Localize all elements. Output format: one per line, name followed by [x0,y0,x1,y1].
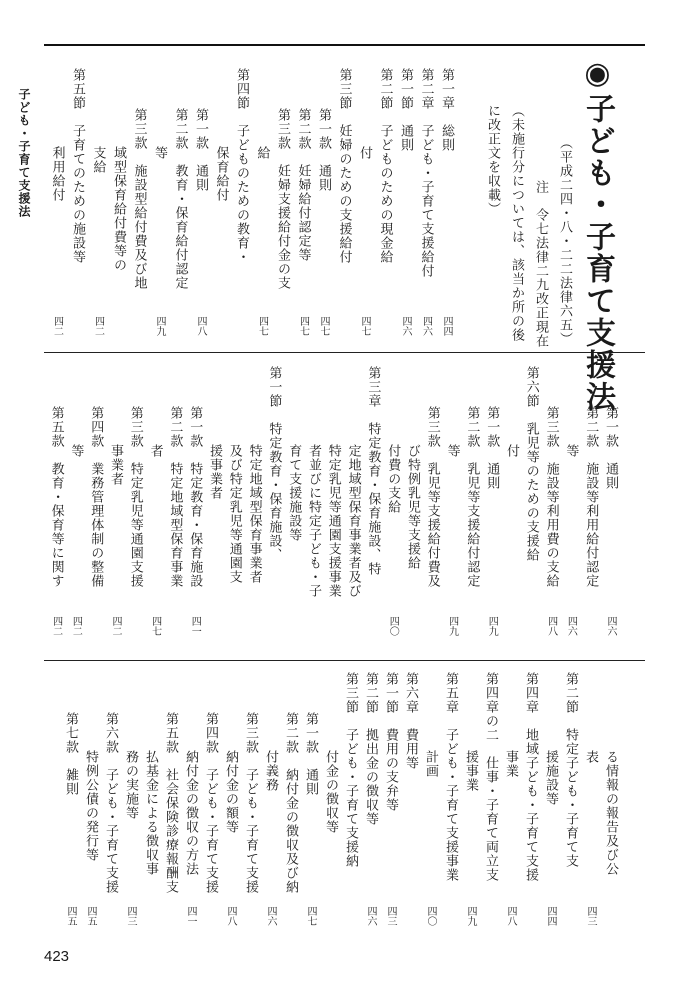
toc-entry: 表 [583,750,598,764]
toc-page-number: 四二 [110,616,121,636]
toc-entry: 援事業 [463,750,478,792]
toc-entry: 第一款 通則 [316,108,331,192]
toc-page-number: 四〇 [425,906,436,926]
toc-entry: 第六節 乳児等のための支援給 [523,366,539,562]
toc-entry: 第二節 特定子ども・子育て支 [563,672,578,868]
toc-entry: 第二款 施設等利用給付認定 [583,406,599,588]
toc-page-number: 四八 [505,906,516,926]
running-header-law-name: 子ども・子育て支援法 [17,88,31,218]
law-title: ◉子ども・子育て支援法 [580,56,615,413]
top-rule [44,44,645,46]
toc-entry: 第三款 施設型給付費及び地 [131,108,147,290]
toc-page-number: 四九 [486,616,498,636]
toc-page-number: 四九 [154,316,165,336]
toc-entry: 第一款 通則 [484,406,500,490]
toc-entry: 第三款 乳児等支援給付費及 [424,406,440,588]
toc-page-number: 四七 [297,316,309,336]
law-enactment-date: （平成二四・八・二二法律六五） [557,136,572,346]
toc-entry: る情報の報告及び公 [603,750,618,876]
toc-entry: 特例公債の発行等 [83,750,98,862]
toc-entry: 第一節 通則 [398,68,413,152]
toc-page-number: 四四 [545,906,556,926]
toc-entry: 第一節 特定教育・保育施設、 [266,366,282,562]
toc-entry: 第二款 納付金の徴収及び納 [283,712,298,894]
toc-entry: 第二節 拠出金の徴収等 [363,672,378,826]
unenforced-note-line2: に改正文を収載） [485,104,500,216]
toc-entry: 付 [504,444,519,458]
toc-entry: 第三款 施設等利用費の支給 [543,406,559,588]
toc-page-number: 四八 [225,906,236,926]
toc-entry: 第一款 特定教育・保育施設 [187,406,203,588]
amendment-note: 注 令七法律二九改正現在 [533,180,548,348]
page-number: 423 [44,948,70,965]
toc-entry: 及び特定乳児等通園支 [226,444,242,584]
toc-page-number: 四八 [195,316,206,336]
toc-page-number: 四八 [545,616,557,636]
toc-page-number: 四九 [446,616,458,636]
toc-page-number: 四三 [585,906,596,926]
toc-entry: 第一章 総則 [439,68,454,152]
toc-entry: 払基金による徴収事 [143,750,158,876]
toc-entry: 等 [444,444,460,458]
toc-entry: 付義務 [263,750,278,792]
toc-entry: 域型保育給付費等の [111,146,126,272]
toc-entry: 第二款 乳児等支援給付認定 [464,406,480,588]
toc-entry: 納付金の徴収の方法 [183,750,198,876]
toc-entry: 定地域型保育事業者及び [345,444,361,598]
toc-entry: 第二章 子ども・子育て支援給付 [418,68,434,278]
toc-page-number: 四二 [50,616,62,636]
toc-page-number: 四四 [441,316,452,336]
toc-entry: 等 [563,444,579,458]
toc-page-number: 四二 [51,316,63,336]
toc-page-number: 四七 [318,316,329,336]
toc-page-number: 四六 [565,616,577,636]
toc-page-number: 四三 [125,906,136,926]
toc-entry: 第二款 教育・保育給付認定 [172,108,188,290]
toc-page-number: 四六 [420,316,432,336]
toc-page-number: 四六 [400,316,411,336]
toc-entry: 第四節 子どものための教育・ [234,68,249,264]
toc-entry: 第七款 雑則 [63,712,78,796]
toc-page-number: 四一 [189,616,201,636]
toc-entry: 事業者 [108,444,123,486]
toc-entry: 第五款 社会保険診療報酬支 [163,712,178,894]
toc-entry: 第一節 費用の支弁等 [383,672,398,812]
toc-page-number: 四六 [365,906,376,926]
toc-page-number: 四七 [256,316,268,336]
toc-entry: 特定乳児等通園支援事業 [325,444,341,598]
toc-entry: 保育給付 [213,146,229,202]
toc-entry: 第四款 子ども・子育て支援 [203,712,218,894]
toc-entry: 等 [68,444,84,458]
toc-entry: 事業 [503,750,518,778]
toc-page-number: 四二 [92,316,104,336]
toc-page-number: 四〇 [387,616,399,636]
unenforced-note-line1: （未施行分については、該当か所の後 [509,104,524,342]
toc-page-number: 四五 [65,906,76,926]
toc-entry: 第六章 費用等 [403,672,418,770]
toc-page-number: 四二 [70,616,82,636]
band-divider-2 [44,660,645,661]
toc-entry: 第一款 通則 [193,108,208,192]
toc-entry: 第三節 子ども・子育て支援納 [343,672,358,868]
toc-page-number: 四一 [185,906,196,926]
toc-entry: 第一款 通則 [603,406,618,490]
toc-entry: 第二款 特定地域型保育事業 [167,406,183,588]
toc-entry: 利用給付 [49,146,65,202]
toc-entry: 計画 [423,750,438,778]
toc-entry: 第五節 子育てのための施設等 [70,68,85,264]
toc-entry: 第三節 妊婦のための支援給付 [336,68,352,264]
toc-entry: 第四章の二 仕事・子育て両立支 [483,672,498,882]
toc-entry: 第三款 子ども・子育て支援 [243,712,258,894]
toc-entry: 第三章 特定教育・保育施設、特 [365,366,381,576]
toc-page-number: 四五 [85,906,96,926]
toc-entry: 第三款 妊婦支援給付金の支 [275,108,290,290]
toc-entry: 付費の支給 [385,444,401,514]
toc-entry: 援施設等 [543,750,558,806]
toc-page-number: 四六 [605,616,616,636]
toc-entry: 付 [357,146,372,160]
toc-page-number: 四六 [265,906,276,926]
toc-entry: 第四章 地域子ども・子育て支援 [523,672,538,882]
toc-entry: 第四款 業務管理体制の整備 [88,406,104,588]
toc-entry: 援事業者 [207,444,222,500]
band-divider-1 [44,352,645,353]
toc-page-number: 四三 [385,906,396,926]
toc-page-number: 四七 [359,316,370,336]
toc-page-number: 四七 [149,616,161,636]
toc-entry: 納付金の額等 [223,750,238,834]
toc-entry: 支給 [90,146,106,174]
toc-entry: 第五款 教育・保育等に関す [48,406,64,588]
toc-entry: 特定地域型保育事業者 [246,444,262,584]
toc-entry: 第五章 子ども・子育て支援事業 [443,672,458,882]
toc-entry: 育て支援施設等 [286,444,302,542]
toc-entry: 第二款 妊婦給付認定等 [295,108,311,262]
toc-entry: び特例乳児等支援給 [405,444,420,570]
toc-entry: 第一款 通則 [303,712,318,796]
toc-page-number: 四七 [305,906,316,926]
toc-entry: 給 [254,146,270,160]
toc-entry: 第三款 特定乳児等通園支援 [127,406,143,588]
toc-entry: 者並びに特定子ども・子 [306,444,321,598]
toc-entry: 第六款 子ども・子育て支援 [103,712,118,894]
toc-entry: 付金の徴収等 [323,750,338,834]
toc-entry: 第二節 子どものための現金給 [377,68,393,264]
toc-entry: 等 [152,146,167,160]
toc-entry: 者 [147,444,163,458]
toc-page-number: 四九 [465,906,476,926]
toc-entry: 務の実施等 [123,750,138,820]
